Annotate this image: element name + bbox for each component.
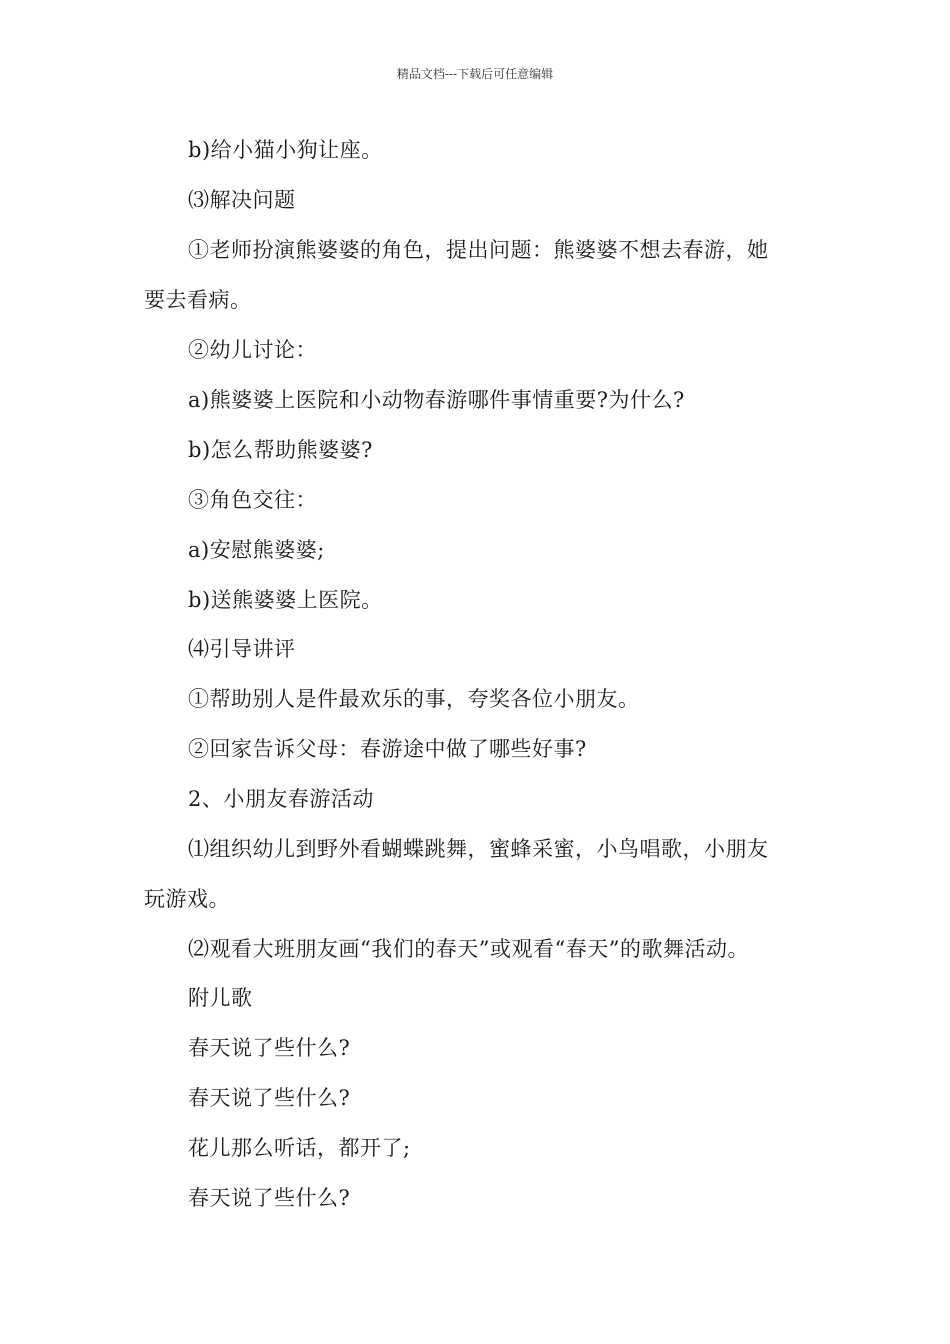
text-line: ②回家告诉父母：春游途中做了哪些好事? — [188, 737, 587, 761]
text-line: 春天说了些什么? — [188, 1186, 351, 1210]
text-line: 要去看病。 — [144, 288, 252, 312]
text-line: ②幼儿讨论： — [188, 338, 317, 362]
text-line: ③角色交往： — [188, 488, 317, 512]
text-line: ①帮助别人是件最欢乐的事，夸奖各位小朋友。 — [188, 687, 640, 711]
page-header: 精品文档---下载后可任意编辑 — [396, 67, 554, 81]
text-line: 2、小朋友春游活动 — [188, 787, 374, 811]
text-line: 花儿那么听话，都开了; — [188, 1136, 411, 1160]
text-line: ①老师扮演熊婆婆的角色，提出问题：熊婆婆不想去春游，她 — [188, 238, 769, 262]
text-line: 附儿歌 — [188, 986, 253, 1010]
text-line: ⑷引导讲评 — [188, 637, 296, 661]
text-line: 春天说了些什么? — [188, 1086, 351, 1110]
text-line: a)熊婆婆上医院和小动物春游哪件事情重要?为什么? — [188, 388, 685, 412]
text-line: ⑵观看大班朋友画“我们的春天”或观看“春天”的歌舞活动。 — [188, 937, 749, 961]
text-line: ⑴组织幼儿到野外看蝴蝶跳舞，蜜蜂采蜜，小鸟唱歌，小朋友 — [188, 837, 769, 861]
text-line: b)怎么帮助熊婆婆? — [188, 438, 373, 462]
text-line: ⑶解决问题 — [188, 188, 296, 212]
text-line: b)送熊婆婆上医院。 — [188, 588, 383, 612]
text-line: 玩游戏。 — [144, 887, 230, 911]
text-line: b)给小猫小狗让座。 — [188, 138, 383, 162]
text-line: a)安慰熊婆婆; — [188, 538, 325, 562]
text-line: 春天说了些什么? — [188, 1036, 351, 1060]
